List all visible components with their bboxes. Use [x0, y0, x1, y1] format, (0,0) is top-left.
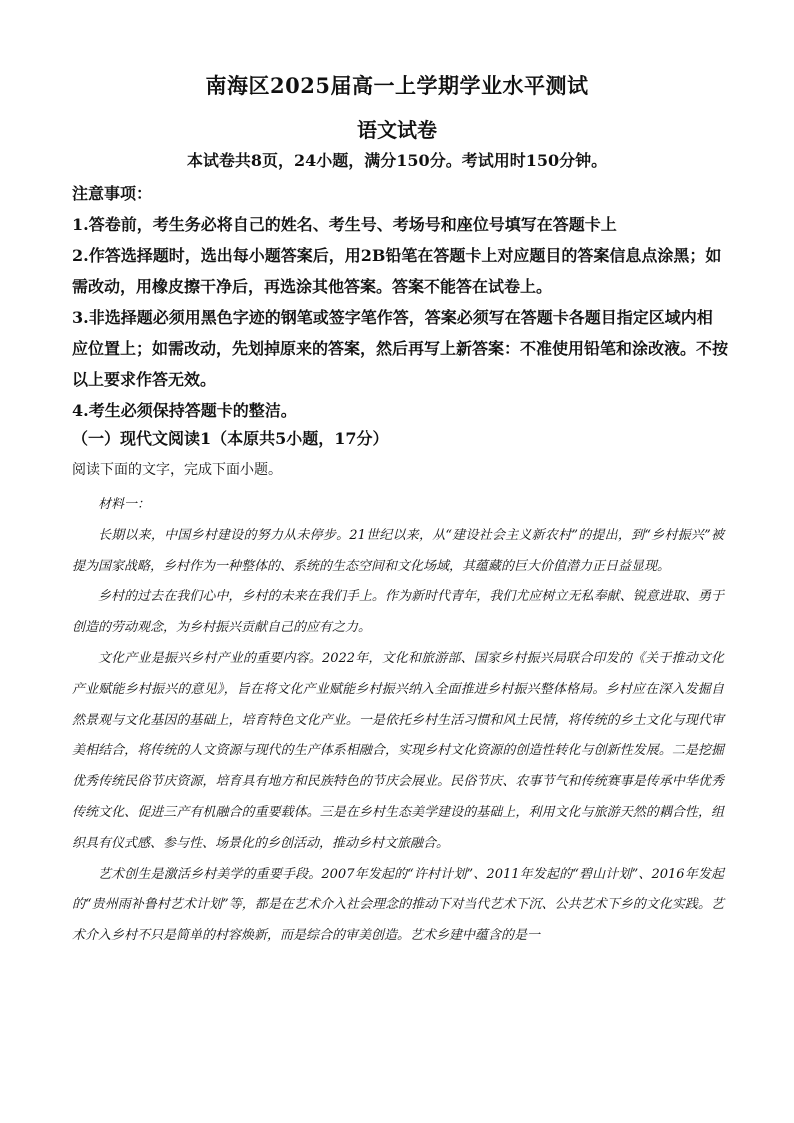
- notice-item-3: 3.非选择题必须用黑色字迹的钢笔或签字笔作答，答案必须写在答题卡各题目指定区域内相应位置上；如需改动，先划掉原来的答案，然后再写上新答案：不准使用铅笔和涂改液。不按以上要求作答无效。: [72, 308, 729, 389]
- section-heading: （一）现代文阅读1（本原共5小题，17分）: [72, 429, 389, 448]
- reading-material: [72, 490, 724, 952]
- section-instruction: 阅读下面的文字，完成下面小题。: [72, 462, 282, 478]
- notice-block: [72, 178, 728, 426]
- notice-item-4: 4.考生必须保持答题卡的整洁。: [72, 401, 297, 420]
- material-paragraph-1: 长期以来，中国乡村建设的努力从未停步。21世纪以来，从“建设社会主义新农村”的提出，到“乡村振兴”被提为国家战略，乡村作为一种整体的、系统的生态空间和文化场域，其蕴藏的巨大价值潜力正日益显现。: [72, 527, 724, 574]
- exam-title: 南海区2025届高一上学期学业水平测试: [205, 73, 589, 98]
- exam-info: 本试卷共8页，24小题，满分150分。考试用时150分钟。: [186, 151, 608, 170]
- material-paragraph-4: 艺术创生是激活乡村美学的重要手段。2007年发起的“许村计划”、2011年发起的“碧山计划”、2016年发起的“贵州雨补鲁村艺术计划”等，都是在艺术介入社会理念的推动下对当代艺术下沉、公共艺术下乡的文化实践。艺术介入乡村不只是简单的村容焕新，而是综合的审美创造。艺术乡建中蕴含的是一: [72, 866, 724, 944]
- material-label: 材料一：: [98, 497, 151, 512]
- exam-subtitle: 语文试卷: [357, 118, 437, 142]
- material-paragraph-3: 文化产业是振兴乡村产业的重要内容。2022年，文化和旅游部、国家乡村振兴局联合印发的《关于推动文化产业赋能乡村振兴的意见》，旨在将文化产业赋能乡村振兴纳入全面推进乡村振兴整体格局。乡村应在深入发掘自然景观与文化基因的基础上，培育特色文化产业。一是依托乡村生活习惯和风土民情，将传统的乡土文化与现代审美相结合，将传统的人文资源与现代的生产体系相融合，实现乡村文化资源的创造性转化与创新性发展。二是挖掘优秀传统民俗节庆资源，培育具有地方和民族特色的节庆会展业。民俗节庆、农事节气和传统赛事是传承中华优秀传统文化、促进三产有机融合的重要载体。三是在乡村生态美学建设的基础上，利用文化与旅游天然的耦合性，组织具有仪式感、参与性、场景化的乡创活动，推动乡村文旅融合。: [72, 650, 724, 851]
- notice-item-1: 1.答卷前，考生务必将自己的姓名、考生号、考场号和座位号填写在答题卡上: [72, 215, 617, 234]
- material-paragraph-2: 乡村的过去在我们心中，乡村的未来在我们手上。作为新时代青年，我们尤应树立无私奉献、锐意进取、勇于创造的劳动观念，为乡村振兴贡献自己的应有之力。: [72, 589, 724, 636]
- notice-item-2: 2.作答选择题时，选出每小题答案后，用2B铅笔在答题卡上对应题目的答案信息点涂黑；如需改动，用橡皮擦干净后，再选涂其他答案。答案不能答在试卷上。: [72, 246, 722, 296]
- notice-heading: 注意事项：: [72, 184, 153, 203]
